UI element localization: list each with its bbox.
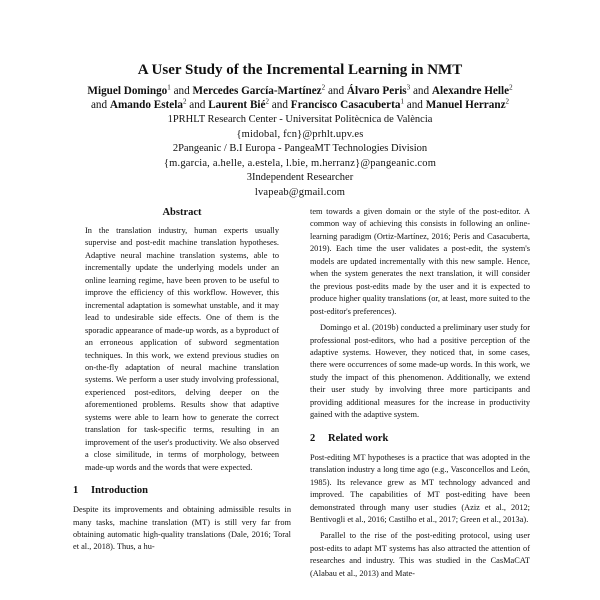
author-name: Alexandre Helle bbox=[431, 85, 510, 97]
section-number: 2 bbox=[310, 432, 316, 444]
introduction-paragraph: Despite its improvements and obtaining admissible results in many tasks, machine translation (MT) is still very far from obtaining automatic high-quality translations (Dale, 2016; Toral et al., 2018). Thus, a hu- bbox=[73, 505, 291, 552]
author-separator: and bbox=[90, 99, 108, 111]
affiliation-email: lvapeab@gmail.com bbox=[254, 186, 346, 198]
affiliation-line: 2Pangeanic / B.I Europa - PangeaMT Technologies Division bbox=[172, 143, 428, 154]
section-title: Related work bbox=[328, 432, 389, 444]
body-paragraph: Domingo et al. (2019b) conducted a preliminary user study for professional post-editors, who had a positive perception of the adaptive systems. However, they noticed that, in some cases, there were occurrences of some made-up words. In this work, we study the impact of this phenomenon. Additionally, we extend their user study by involving three more participants and providing additional measures for the increase in productivity gained with the adaptive system. bbox=[310, 323, 530, 420]
author-name: Álvaro Peris bbox=[346, 85, 407, 97]
author-separator: and bbox=[406, 99, 423, 111]
author-affiliation-mark: 2 bbox=[505, 97, 510, 106]
author-separator: and bbox=[271, 99, 288, 111]
author-name: Miguel Domingo bbox=[87, 85, 168, 97]
author-name: Laurent Bié bbox=[208, 99, 266, 111]
left-column bbox=[73, 206, 291, 554]
affiliation-email: {midobal, fcn}@prhlt.upv.es bbox=[236, 128, 364, 140]
author-name: Mercedes García-Martínez bbox=[192, 85, 322, 97]
author-affiliation-mark: 2 bbox=[182, 97, 187, 106]
author-name: Francisco Casacuberta bbox=[290, 99, 401, 111]
related-work-paragraph: Post-editing MT hypotheses is a practice that was adopted in the translation industry a long time ago (e.g., Vasconcellos and León, 1985). Its relevance grew as MT technology advanced and improved. The capabilities of MT post-editing have been demonstrated through many user studies (Aziz et al., 2012; Bentivogli et al., 2016; Castilho et al., 2017; Green et al., 2013a). bbox=[310, 452, 530, 524]
section-title: Introduction bbox=[91, 485, 148, 497]
section-heading-related-work bbox=[310, 432, 530, 446]
author-affiliation-mark: 2 bbox=[509, 83, 513, 92]
abstract-heading: Abstract bbox=[162, 207, 202, 218]
author-separator: and bbox=[189, 99, 206, 111]
affiliation-email: {m.garcia, a.helle, a.estela, l.bie, m.herranz}@pangeanic.com bbox=[163, 157, 437, 169]
author-affiliation-mark: 3 bbox=[406, 83, 411, 92]
author-separator: and bbox=[173, 85, 190, 97]
abstract-text: In the translation industry, human experts usually supervise and post-edit machine translation hypotheses. Adaptive neural machine translation systems, able to incrementally update the underlying models under an online learning regime, have been proven to be useful to improve the efficiency of this workflow. However, this incremental adaptation is somewhat unstable, and it may lead to undesirable side effects. One of them is the sporadic appearance of made-up words, as a byproduct of an erroneous application of subword segmentation techniques. In this work, we extend previous studies on on-the-fly adaptation of neural machine translation systems. We perform a user study involving professional, experienced post-editors, delving deeper on the aforementioned problems. Results show that adaptive systems were able to learn how to generate the correct translation for task-specific terms, resulting in an improvement of the user's productivity. We also observed a close similitude, in terms of morphology, between made-up words and the words that were expected. bbox=[85, 226, 279, 472]
author-affiliation-mark: 1 bbox=[167, 83, 171, 92]
affiliation-line: 1PRHLT Research Center - Universitat Politècnica de València bbox=[167, 114, 433, 125]
author-name: Amando Estela bbox=[109, 99, 183, 111]
right-column bbox=[310, 206, 530, 580]
author-list bbox=[40, 84, 560, 112]
author-name: Manuel Herranz bbox=[425, 99, 506, 111]
section-number: 1 bbox=[73, 485, 79, 497]
related-work-paragraph: Parallel to the rise of the post-editing protocol, using user post-edits to adapt MT systems has also attracted the attention of researches and industry. This was studied in the CasMaCAT (Alabau et al., 2013) and Mate- bbox=[310, 531, 530, 578]
body-paragraph: tem towards a given domain or the style of the post-editor. A common way of achieving this consists in following an online-learning paradigm (Ortiz-Martínez, 2016; Peris and Casacuberta, 2019). Each time the user validates a post-edit, the system's models are updated incrementally with this new sample. Hence, when the system generates the next translation, it will consider the previous post-edits made by the user and it is expected to produce higher quality translations (or, at least, more suited to the post-editor's preferences). bbox=[310, 207, 530, 316]
author-affiliation-mark: 2 bbox=[265, 97, 269, 106]
paper-title: A User Study of the Incremental Learning in NMT bbox=[137, 62, 463, 78]
affiliation-line: 3Independent Researcher bbox=[246, 172, 354, 183]
author-affiliation-mark: 2 bbox=[321, 83, 326, 92]
author-separator: and bbox=[327, 85, 345, 97]
author-affiliation-mark: 1 bbox=[400, 97, 404, 106]
section-heading-introduction bbox=[73, 484, 291, 498]
author-separator: and bbox=[412, 85, 430, 97]
affiliation-block bbox=[40, 113, 560, 200]
